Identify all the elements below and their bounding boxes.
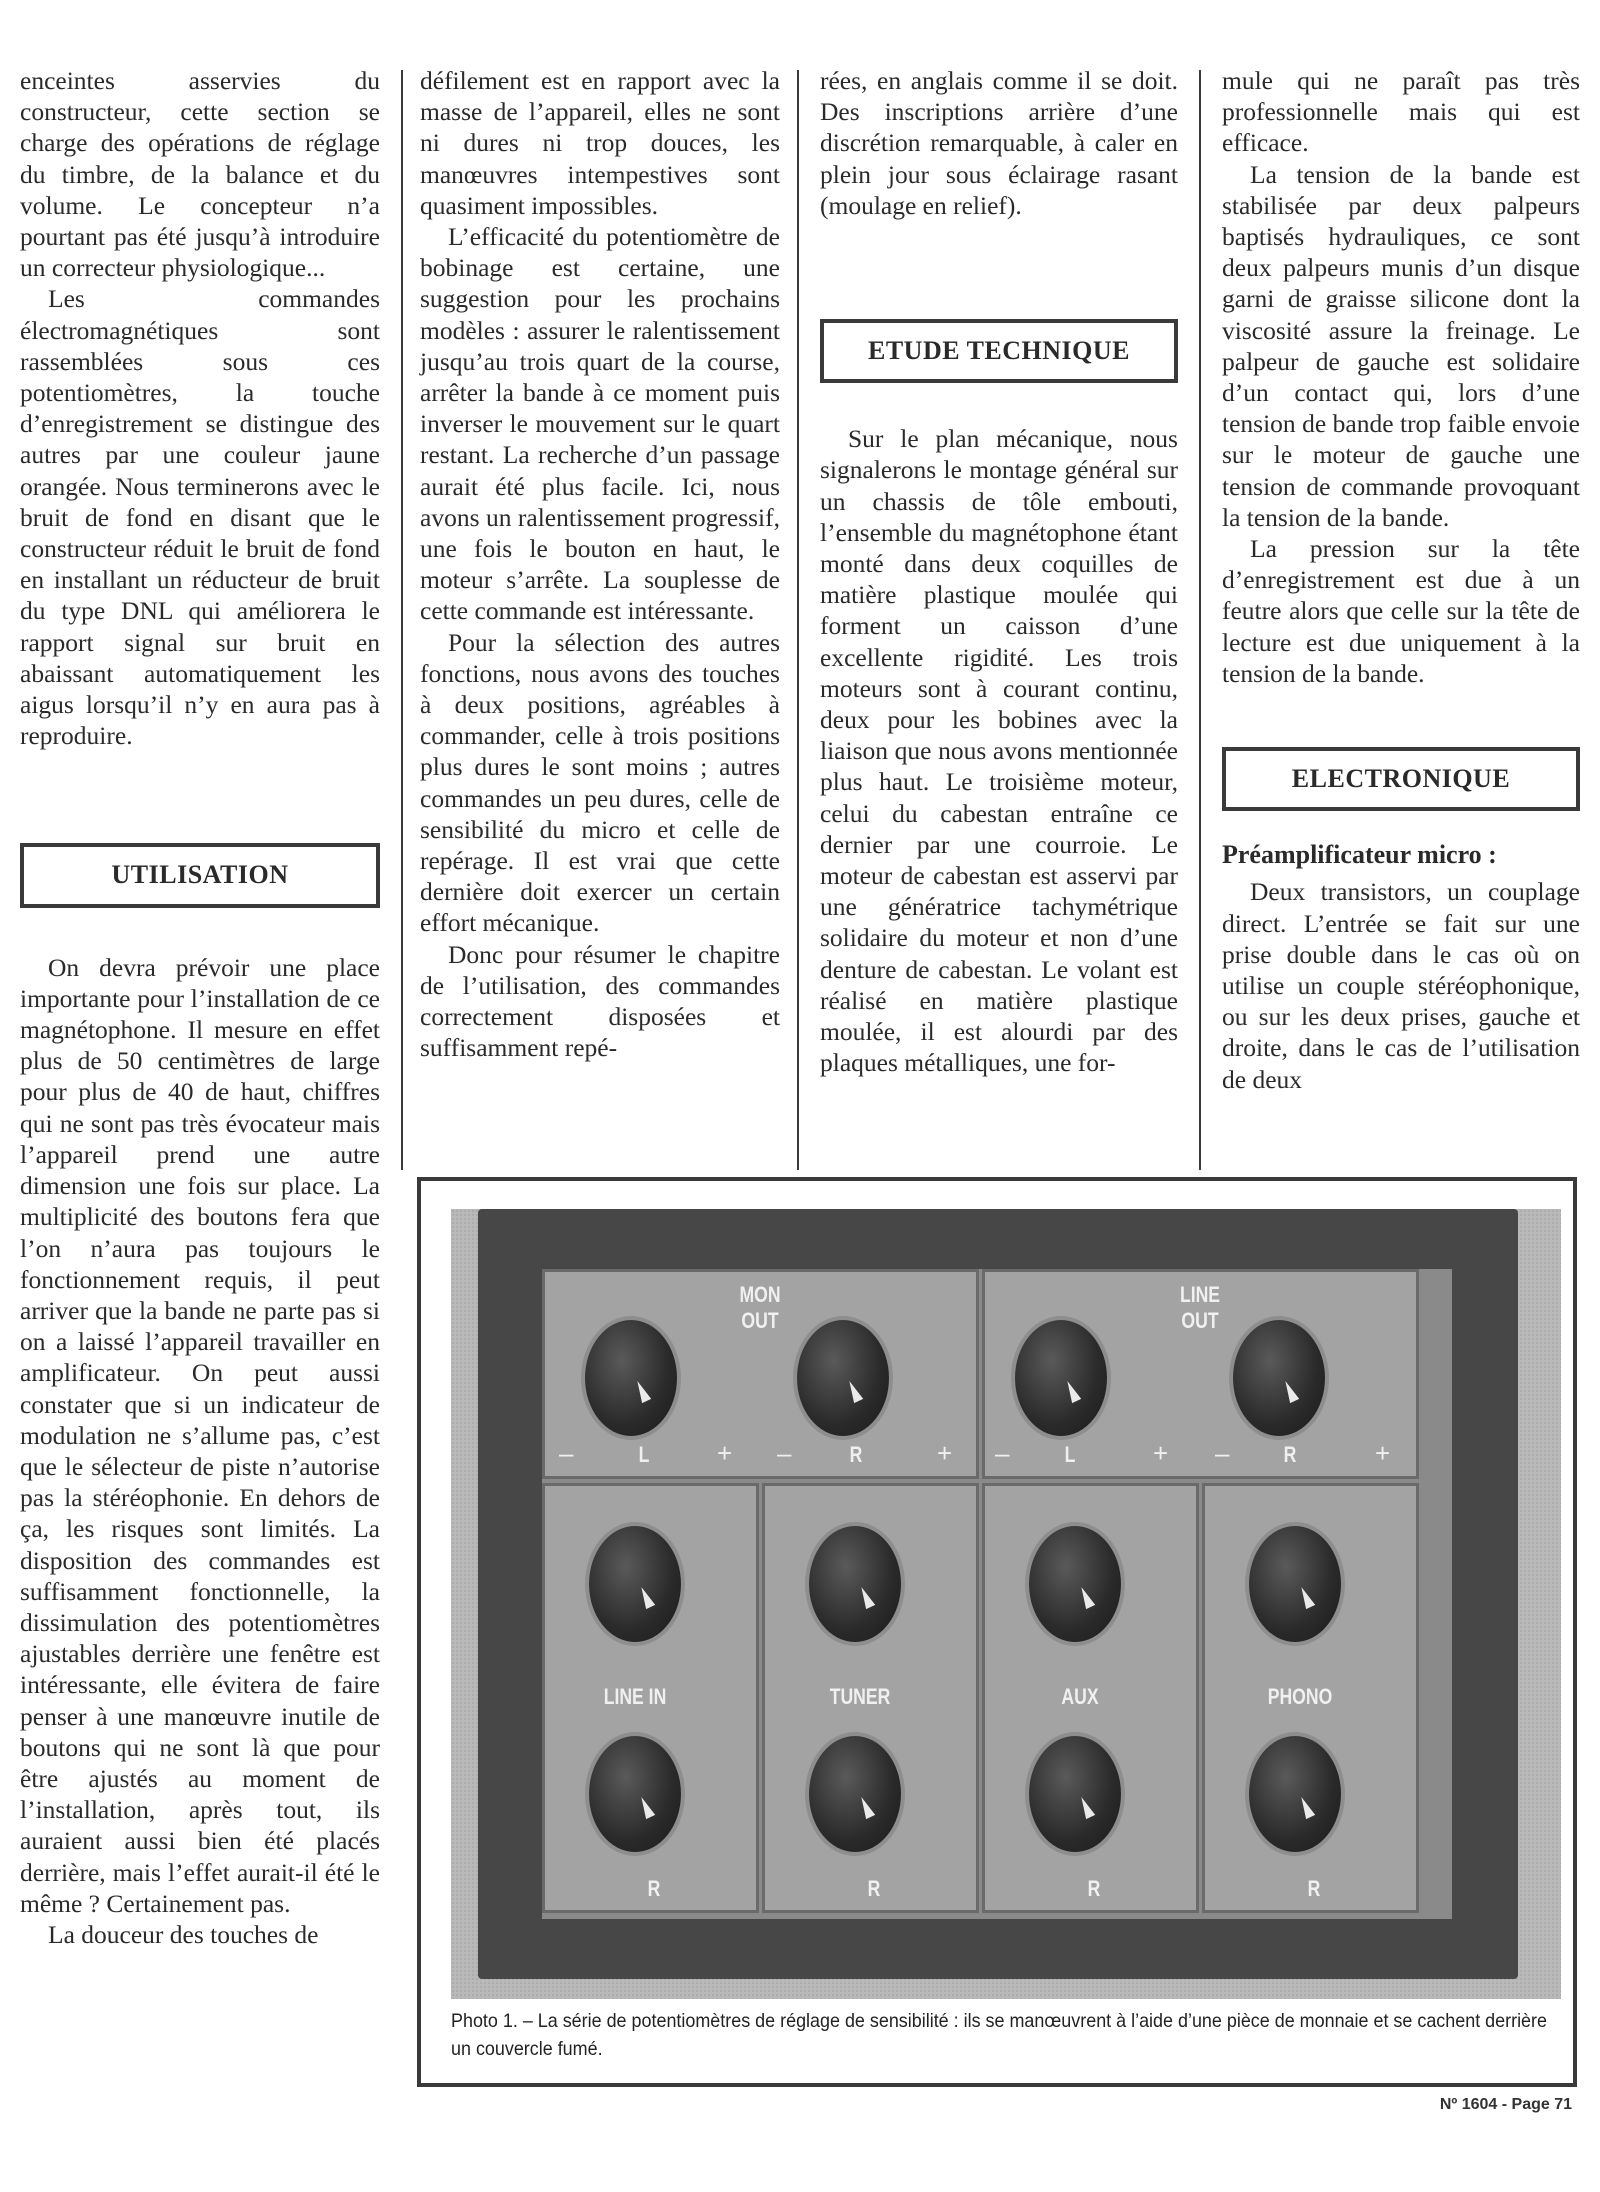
label-phono: PHONO [1267, 1684, 1333, 1709]
label-line-out: LINE OUT [1179, 1282, 1221, 1333]
label-left: L [1064, 1442, 1076, 1467]
label-aux: AUX [1061, 1684, 1099, 1709]
knob-icon [1029, 1526, 1121, 1642]
minus-label: – [995, 1438, 1010, 1468]
knob-icon [809, 1526, 901, 1642]
knob-icon [1249, 1526, 1341, 1642]
minus-label: – [1215, 1438, 1230, 1468]
plus-label: + [1375, 1438, 1391, 1468]
knob-icon [589, 1526, 681, 1642]
knob-icon [797, 1320, 889, 1436]
photo-potentiometer-panel [451, 1209, 1561, 1999]
plus-label: + [717, 1438, 733, 1468]
paragraph: rées, en anglais comme il se doit. Des inscriptions arrière d’une discrétion remarquable, à caler en plein jour sous éclairage rasant (moulage en relief). [820, 66, 1178, 220]
knob-icon [585, 1320, 677, 1436]
figure-caption: Photo 1. – La série de potentiomètres de réglage de sensibilité : ils se manœuvrent à l’aide d’une pièce de monnaie et se cachent derrière un couvercle fumé. [451, 2010, 1547, 2060]
column-3 [820, 65, 1178, 1078]
paragraph: La tension de la bande est stabilisée par deux palpeurs baptisés hydrauliques, ce sont deux palpeurs munis d’un disque garni de graisse silicone dont la viscosité assure la freinage. Le palpeur de gauche est solidaire d’un contact qui, lors d’une tension de bande trop faible envoie sur le moteur de gauche une tension de commande provoquant la tension de la bande. [1222, 159, 1580, 532]
knob-icon [1233, 1320, 1325, 1436]
phono-group [1202, 1483, 1419, 1913]
line-in-group [542, 1483, 759, 1913]
column-1 [20, 65, 380, 1950]
column-2 [420, 65, 780, 1064]
knob-icon [1249, 1736, 1341, 1852]
photo-frame [478, 1209, 1518, 1979]
subheading: Préamplificateur micro : [1222, 840, 1497, 870]
paragraph: Deux transistors, un couplage direct. L’entrée se fait sur une prise double dans le cas où on utilise un couple stéréophonique, ou sur les deux prises, gauche et droite, dans le cas de l’utilisation de deux [1222, 877, 1580, 1094]
figure-photo-1 [417, 1177, 1577, 2087]
paragraph: La pression sur la tête d’enregistrement est due à un feutre alors que celle sur la tête de lecture est due uniquement à la tension de la bande. [1222, 534, 1580, 688]
paragraph: L’efficacité du potentiomètre de bobinage est certaine, une suggestion pour les prochains modèles : assurer le ralentissement jusqu’au trois quart de la course, arrêter la bande à ce moment puis inverser le mouvement sur le quart restant. La recherche d’un passage aurait été plus facile. Ici, nous avons un ralentissement progressif, une fois le bouton en haut, le moteur s’arrête. La souplesse de cette commande est intéressante. [420, 222, 780, 626]
paragraph: Pour la sélection des autres fonctions, nous avons des touches à deux positions, agréables à commander, celle à trois positions plus dures le sont moins ; autres commandes un peu dures, celle de sensibilité du micro et celle de repérage. Il est vrai que cette dernière doit exercer un certain effort mécanique. [420, 627, 780, 938]
line-out-group [982, 1269, 1419, 1479]
paragraph: La douceur des touches de [48, 1919, 319, 1949]
section-heading-utilisation: UTILISATION [20, 843, 380, 907]
aux-group [982, 1483, 1199, 1913]
paragraph: Les commandes électromagnétiques sont rassemblées sous ces potentiomètres, la touche d’enregistrement se distingue des autres par une couleur jaune orangée. Nous terminerons avec le bruit de fond en disant que le constructeur réduit le bruit de fond en installant un réducteur de bruit du type DNL qui améliorera le rapport signal sur bruit en abaissant automatiquement les aigus lorsqu’il n’y en aura pas à reproduire. [20, 284, 380, 751]
column-rule [1199, 70, 1201, 1170]
knob-icon [809, 1736, 901, 1852]
plus-label: + [1153, 1438, 1169, 1468]
paragraph: On devra prévoir une place importante pour l’installation de ce magnétophone. Il mesure en effet plus de 50 centimètres de large pour plus de 40 de haut, chiffres qui ne sont pas très évocateur mais l’appareil prend une autre dimension une fois sur place. La multiplicité des boutons fera que l’on n’aura pas toujours le fonctionnement requis, il peut arriver que la bande ne parte pas si on a laissé l’appareil travailler en amplificateur. On peut aussi constater que si un indicateur de modulation ne s’allume pas, c’est que le sélecteur de piste n’autorise pas la stéréophonie. En dehors de ça, les risques sont limités. La disposition des commandes est suffisamment fonctionnelle, la dissimulation des potentiomètres ajustables derrière une fenêtre est intéressante, elle évitera de faire penser à une manœuvre inutile de boutons qui ne sont là que pour être ajustés au moment de l’installation, après tout, ils auraient aussi bien été placés derrière, mais l’effet aurait-il été le même ? Certainement pas. [20, 952, 380, 1918]
paragraph: enceintes asservies du constructeur, cette section se charge des opérations de réglage du timbre, de la balance et du volume. Le concepteur n’a pourtant pas été jusqu’à introduire un correcteur physiologique... [20, 66, 380, 283]
minus-label: – [559, 1438, 574, 1468]
paragraph: mule qui ne paraît pas très professionnelle mais qui est efficace. [1222, 66, 1580, 158]
photo-panel [542, 1269, 1452, 1919]
knob-icon [1015, 1320, 1107, 1436]
label-mon-out: MON OUT [739, 1282, 781, 1333]
knob-icon [589, 1736, 681, 1852]
section-heading-etude-technique: ETUDE TECHNIQUE [820, 319, 1178, 383]
minus-label: – [777, 1438, 792, 1468]
mon-out-group [542, 1269, 979, 1479]
section-heading-electronique: ELECTRONIQUE [1222, 747, 1580, 811]
page-folio: Nº 1604 - Page 71 [1439, 2096, 1572, 2113]
label-right: R [1307, 1876, 1321, 1901]
paragraph: Donc pour résumer le chapitre de l’utilisation, des commandes correctement disposées et suffisamment repé- [420, 939, 780, 1063]
column-4 [1222, 65, 1580, 1095]
label-right: R [1087, 1876, 1101, 1901]
column-rule [797, 70, 799, 1170]
label-right: R [867, 1876, 881, 1901]
label-tuner: TUNER [829, 1684, 891, 1709]
label-right: R [647, 1876, 661, 1901]
label-left: L [638, 1442, 650, 1467]
knob-icon [1029, 1736, 1121, 1852]
label-right: R [1283, 1442, 1297, 1467]
tuner-group [762, 1483, 979, 1913]
column-rule [401, 70, 403, 1170]
paragraph: défilement est en rapport avec la masse de l’appareil, elles ne sont ni dures ni trop douces, les manœuvres intempestives sont quasiment impossibles. [420, 66, 780, 220]
label-line-in: LINE IN [603, 1684, 667, 1709]
plus-label: + [937, 1438, 953, 1468]
label-right: R [849, 1442, 863, 1467]
paragraph: Sur le plan mécanique, nous signalerons le montage général sur un chassis de tôle embouti, l’ensemble du magnétophone étant monté dans deux coquilles de matière plastique moulée qui forment un caisson d’une excellente rigidité. Les trois moteurs sont à courant continu, deux pour les bobines avec la liaison que nous avons mentionnée plus haut. Le troisième moteur, celui du cabestan entraîne ce dernier par une courroie. Le moteur de cabestan est asservi par une génératrice tachymétrique solidaire du moteur et non d’une denture de cabestan. Le volant est réalisé en matière plastique moulée, il est alourdi par des plaques métalliques, une for- [820, 424, 1178, 1078]
